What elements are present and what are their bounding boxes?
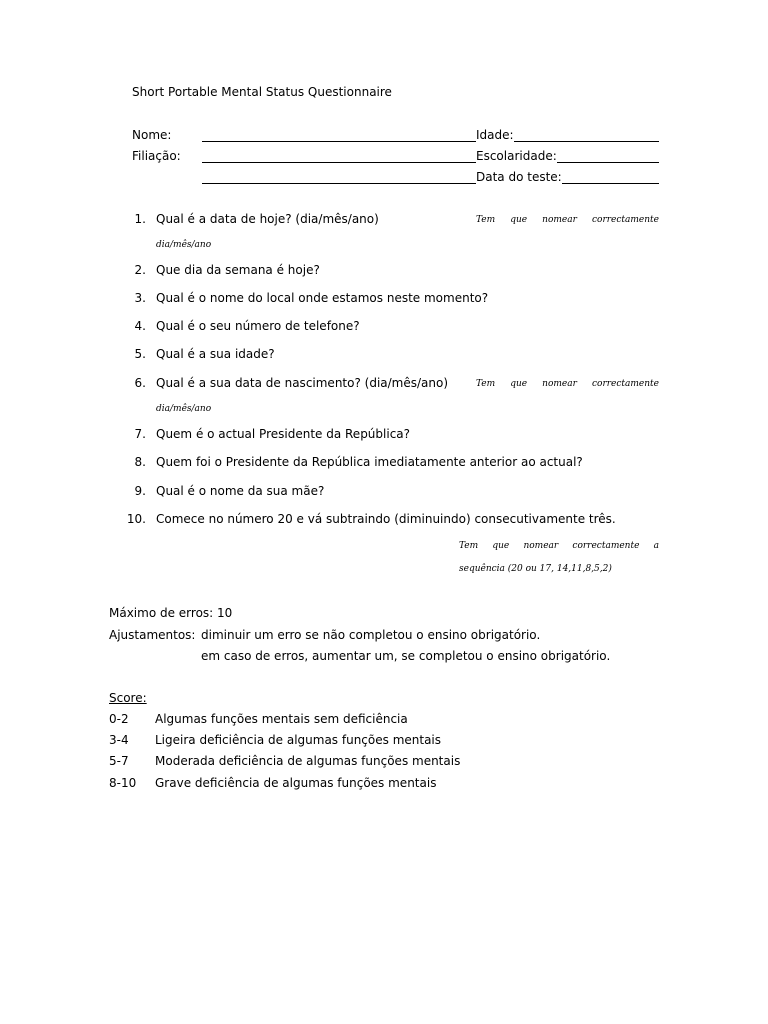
question-text: Qual é o seu número de telefone?: [156, 319, 360, 333]
nome-field[interactable]: [202, 141, 476, 142]
question-number: 3.: [134, 291, 146, 305]
score-description: Grave deficiência de algumas funções mentais: [155, 776, 437, 790]
nome-label: Nome:: [132, 128, 172, 142]
filiacao-field[interactable]: [202, 162, 476, 163]
score-title: Score:: [109, 691, 147, 705]
filiacao-label: Filiação:: [132, 149, 181, 163]
question-number: 9.: [134, 484, 146, 498]
question-10-note-line1: Tem que nomear correctamente a: [459, 541, 659, 551]
score-description: Ligeira deficiência de algumas funções mentais: [155, 733, 442, 747]
question-text: Quem foi o Presidente da República imediatamente anterior ao actual?: [156, 455, 583, 469]
question-number: 1.: [134, 212, 146, 226]
question-text: Que dia da semana é hoje?: [156, 263, 320, 277]
data-teste-field[interactable]: [562, 183, 659, 184]
question-number: 6.: [134, 376, 146, 390]
escolaridade-field[interactable]: [557, 162, 659, 163]
adjustment-2: em caso de erros, aumentar um, se completou o ensino obrigatório.: [201, 649, 611, 663]
question-text: Quem é o actual Presidente da República?: [156, 427, 411, 441]
question-text: Qual é o nome da sua mãe?: [156, 484, 325, 498]
question-text: Qual é a sua data de nascimento? (dia/mês/ano): [156, 376, 449, 390]
adjustment-1: diminuir um erro se não completou o ensino obrigatório.: [201, 628, 541, 642]
question-10-note-line2: sequência (20 ou 17, 14,11,8,5,2): [459, 564, 612, 574]
question-text: Qual é o nome do local onde estamos neste momento?: [156, 291, 489, 305]
question-number: 2.: [134, 263, 146, 277]
score-description: Moderada deficiência de algumas funções mentais: [155, 754, 461, 768]
question-text: Comece no número 20 e vá subtraindo (diminuindo) consecutivamente três.: [156, 512, 616, 526]
idade-field[interactable]: [514, 141, 659, 142]
page-title: Short Portable Mental Status Questionnaire: [132, 85, 392, 99]
score-description: Algumas funções mentais sem deficiência: [155, 712, 408, 726]
escolaridade-label: Escolaridade:: [476, 149, 557, 163]
idade-label: Idade:: [476, 128, 514, 142]
question-note-cont: dia/mês/ano: [156, 404, 212, 414]
filiacao-field-2[interactable]: [202, 183, 476, 184]
adjustments-label: Ajustamentos:: [109, 628, 196, 642]
question-number: 7.: [134, 427, 146, 441]
question-note-cont: dia/mês/ano: [156, 240, 212, 250]
question-note: Tem que nomear correctamente: [476, 215, 659, 225]
data-teste-label: Data do teste:: [476, 170, 562, 184]
question-number: 8.: [134, 455, 146, 469]
question-number: 5.: [134, 347, 146, 361]
score-range: 5-7: [109, 754, 129, 768]
score-range: 3-4: [109, 733, 129, 747]
max-errors: Máximo de erros: 10: [109, 606, 233, 620]
question-text: Qual é a data de hoje? (dia/mês/ano): [156, 212, 379, 226]
question-text: Qual é a sua idade?: [156, 347, 275, 361]
question-number: 4.: [134, 319, 146, 333]
question-note: Tem que nomear correctamente: [476, 379, 659, 389]
score-range: 0-2: [109, 712, 129, 726]
question-number: 10.: [126, 512, 146, 526]
score-range: 8-10: [109, 776, 137, 790]
